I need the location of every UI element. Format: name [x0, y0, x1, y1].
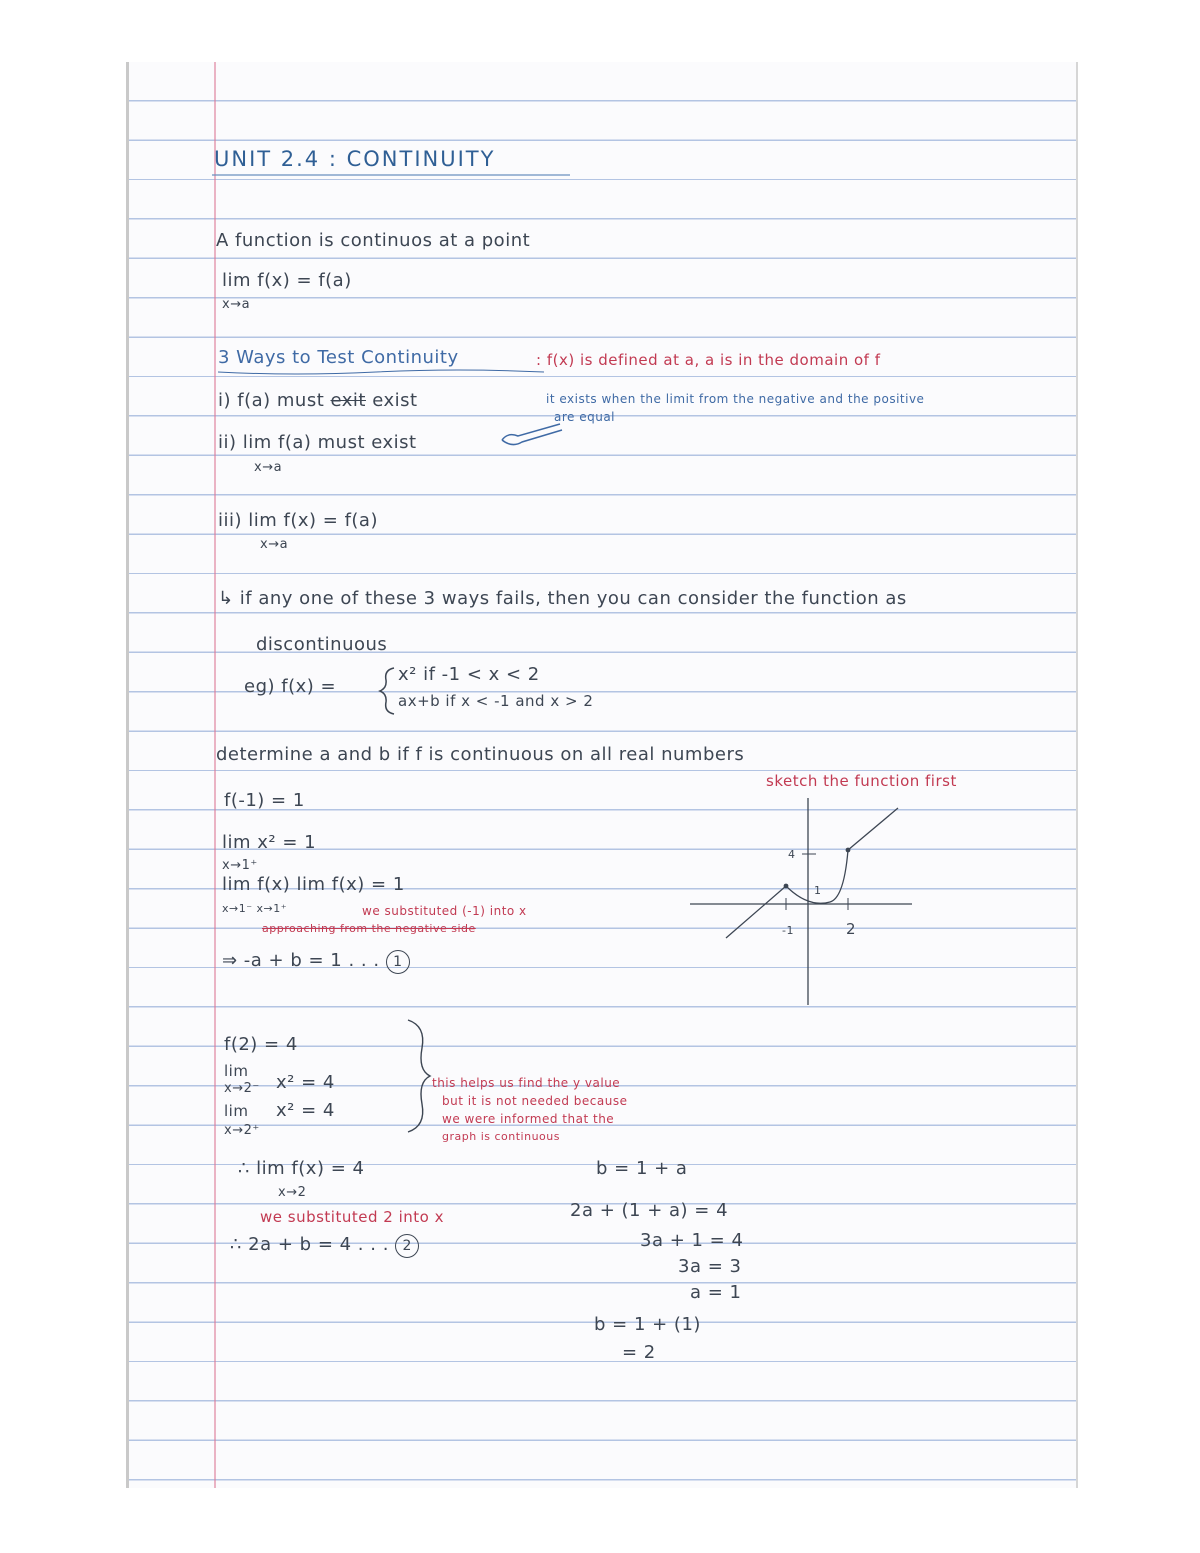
determine-text: determine a and b if f is continuous on all real numbers [216, 744, 745, 765]
note-3: we were informed that the [442, 1112, 615, 1126]
solve-1: b = 1 + a [596, 1158, 688, 1179]
therefore-subscript: x→2 [278, 1185, 307, 1200]
lim-both-sides: lim f(x) lim f(x) = 1 [222, 874, 405, 895]
example-label: eg) f(x) = [244, 676, 337, 697]
item-1-struck: exit [330, 390, 366, 411]
item-1-suffix: exist [372, 390, 418, 411]
note-2: but it is not needed because [442, 1094, 628, 1108]
lim-x2-line: lim x² = 1 [222, 832, 317, 853]
solve-2: 2a + (1 + a) = 4 [570, 1200, 729, 1221]
solve-7: = 2 [622, 1342, 656, 1363]
f-2: f(2) = 4 [224, 1034, 298, 1055]
brace-icon [376, 666, 398, 716]
f-neg1: f(-1) = 1 [224, 790, 305, 811]
item-1-prefix: i) f(a) must [218, 390, 325, 411]
note-substituted-2: we substituted 2 into x [260, 1208, 444, 1226]
item-3-subscript: x→a [260, 537, 289, 552]
function-sketch [686, 790, 926, 1010]
lim-left-line: x² = 4 [276, 1072, 335, 1093]
item-2: ii) lim f(a) must exist [218, 432, 417, 453]
lim-left-top: lim [224, 1062, 249, 1080]
margin-line [214, 62, 216, 1488]
heading-underline [216, 368, 546, 376]
graph-label-2: 2 [846, 920, 857, 938]
notebook-page [126, 62, 1078, 1488]
solve-4: 3a = 3 [678, 1256, 742, 1277]
note-substituted-neg1: we substituted (-1) into x [362, 904, 527, 918]
ways-heading: 3 Ways to Test Continuity [218, 347, 459, 368]
solve-5: a = 1 [690, 1282, 742, 1303]
graph-label-1: 1 [814, 884, 822, 897]
equation-1-text: ⇒ -a + b = 1 . . . [222, 950, 380, 971]
definition-text: A function is continuos at a point [216, 230, 531, 251]
note-defined: : f(x) is defined at a, a is in the domain of f [536, 351, 881, 369]
lim-right-top: lim [224, 1102, 249, 1120]
sketch-note: sketch the function first [766, 772, 957, 790]
definition-subscript: x→a [222, 297, 251, 312]
lim-both-subscript: x→1⁻ x→1⁺ [222, 902, 288, 915]
brace-right-icon [404, 1018, 434, 1134]
definition-formula: lim f(x) = f(a) [222, 270, 352, 291]
equation-1-number: 1 [386, 950, 410, 974]
lim-right-subscript: x→2⁺ [224, 1123, 260, 1138]
note-scribble: approaching from the negative side [262, 922, 476, 935]
fail-line-2: discontinuous [256, 634, 388, 655]
item-3: iii) lim f(x) = f(a) [218, 510, 378, 531]
item-2-subscript: x→a [254, 460, 283, 475]
lim-right-line: x² = 4 [276, 1100, 335, 1121]
graph-label-neg1: -1 [782, 924, 794, 937]
case-1: x² if -1 < x < 2 [398, 664, 540, 685]
note-4: graph is continuous [442, 1130, 560, 1143]
arrow-icon [498, 418, 568, 454]
case-2: ax+b if x < -1 and x > 2 [398, 692, 594, 710]
page-title: UNIT 2.4 : CONTINUITY [214, 147, 496, 171]
graph-label-4: 4 [788, 848, 796, 861]
therefore-lim: ∴ lim f(x) = 4 [238, 1158, 365, 1179]
equation-2 [230, 1234, 419, 1258]
equation-2-text: ∴ 2a + b = 4 . . . [230, 1234, 389, 1255]
fail-line-1: ↳ if any one of these 3 ways fails, then you can consider the function as [218, 588, 907, 609]
item-1 [218, 390, 418, 412]
lim-left-subscript: x→2⁻ [224, 1081, 260, 1096]
solve-6: b = 1 + (1) [594, 1314, 701, 1335]
note-1: this helps us find the y value [432, 1076, 621, 1090]
solve-3: 3a + 1 = 4 [640, 1230, 744, 1251]
title-underline [212, 172, 572, 178]
lim-x2-subscript: x→1⁺ [222, 858, 258, 873]
equation-2-number: 2 [395, 1234, 419, 1258]
equation-1 [222, 950, 410, 974]
note-equal: are equal [554, 410, 616, 424]
note-exists: it exists when the limit from the negative and the positive [546, 392, 925, 406]
